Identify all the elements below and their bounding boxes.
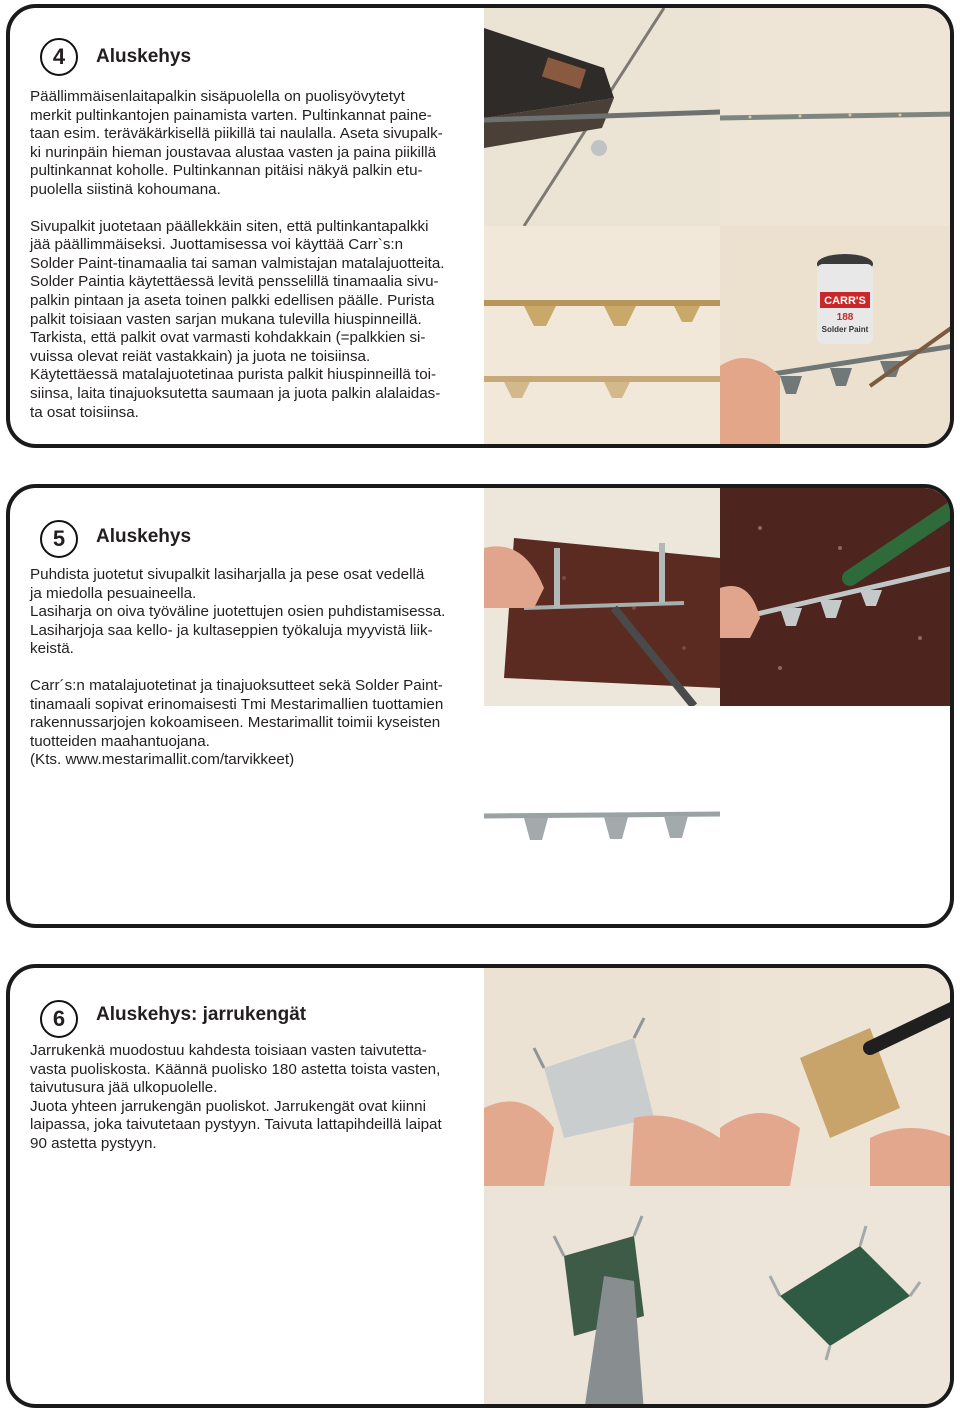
step-number-badge: 5 xyxy=(40,520,78,558)
photo-soldering-iron xyxy=(720,968,954,1186)
section-title: Aluskehys xyxy=(96,526,192,547)
paragraph: Puhdista juotetut sivupalkit lasiharjalla ja pese osat vedellä ja miedolla pesuaineella. Lasiharja on oiva työväline juotettujen osien puhdistamisessa. Lasiharjoja saa kello- ja kultaseppien työkaluja myyvistä liik- keistä. xyxy=(30,566,446,658)
section-title: Aluskehys xyxy=(96,46,192,67)
svg-text:CARR'S: CARR'S xyxy=(824,295,866,307)
photo-fibreglass-pen xyxy=(720,488,954,706)
paragraph: Carr´s:n matalajuotetinat ja tinajuoksutteet sekä Solder Paint- tinamaali sopivat erinomaisesti Tmi Mestarimallien tuottamien rakennussarjojen kokoamiseen. Mestarimallit toimii kyseisten tuotteiden maahantuojana. (Kts. www.mestarimallit.com/tarvikkeet) xyxy=(30,676,444,769)
section-5-card xyxy=(6,484,954,928)
step-number-badge: 6 xyxy=(40,1000,78,1038)
photo-finished-brake-shoe xyxy=(720,1186,954,1408)
photo-pliers-bolt-heads xyxy=(484,8,720,226)
section-text xyxy=(30,566,490,770)
paragraph: Sivupalkit juotetaan päällekkäin siten, että pultinkantapalkki jää päällimmäiseksi. Juottamisessa voi käyttää Carr`s:n Solder Paint-tinamaalia tai saman valmistajan matalajuotteita. Solder Paintia käytettäessä levitä pensselillä tinamaalia sivu- palkin pintaan ja aseta toinen palkki edellisen päälle. Purista palkit toisiaan vasten sarjan mukana tulevilla hiuspinneillä. Tarkista, että palkit ovat varmasti kohdakkain (=palkkien si- vuissa olevat reiät vastakkain) ja juota ne toisiinsa. Käytettäessä matalajuotetinaa purista palkit hiuspinneillä toi- siinsa, laita tinajuoksutetta saumaan ja juota palkin alalaidas- ta osat toisiinsa. xyxy=(30,217,445,421)
svg-text:188: 188 xyxy=(836,312,854,323)
paragraph: Päällimmäisenlaitapalkin sisäpuolella on puolisyövytetyt merkit pultinkantojen painamista varten. Pultinkannat paine- taan esim. teräväkärkisellä piikillä tai naulalla. Aseta sivupalk- ki nurinpäin hieman joustavaa alustaa vasten ja paina piikillä pultinkannat koholle. Pultinkannan pitäisi näkyä palkin etu- puolella siistinä kohoumana. xyxy=(30,88,443,198)
photo-brake-shoe-halves xyxy=(484,968,720,1186)
section-6-card xyxy=(6,964,954,1408)
paragraph: Jarrukenkä muodostuu kahdesta toisiaan vasten taivutetta- vasta puoliskosta. Käännä puolisko 180 astetta toista vasten, taivutusura jää ulkopuolelle. Juota yhteen jarrukengän puoliskot. Jarrukengät ovat kiinni laipassa, joka taivutetaan pystyyn. Taivuta lattapihdeillä laipat 90 astetta pystyyn. xyxy=(30,1042,442,1152)
photo-glass-brush-cleaning xyxy=(484,488,720,706)
photo-solder-paint xyxy=(720,226,954,448)
svg-text:Solder Paint: Solder Paint xyxy=(821,325,869,334)
photo-cleaned-sidebeam xyxy=(484,706,720,928)
section-title: Aluskehys: jarrukengät xyxy=(96,1004,307,1025)
step-number-badge: 4 xyxy=(40,38,78,76)
photo-flat-nose-pliers xyxy=(484,1186,720,1408)
section-text xyxy=(30,88,490,422)
photo-bolt-strip xyxy=(720,8,954,226)
photo-brass-sidebeams xyxy=(484,226,720,448)
section-4-card xyxy=(6,4,954,448)
section-text xyxy=(30,1042,490,1154)
